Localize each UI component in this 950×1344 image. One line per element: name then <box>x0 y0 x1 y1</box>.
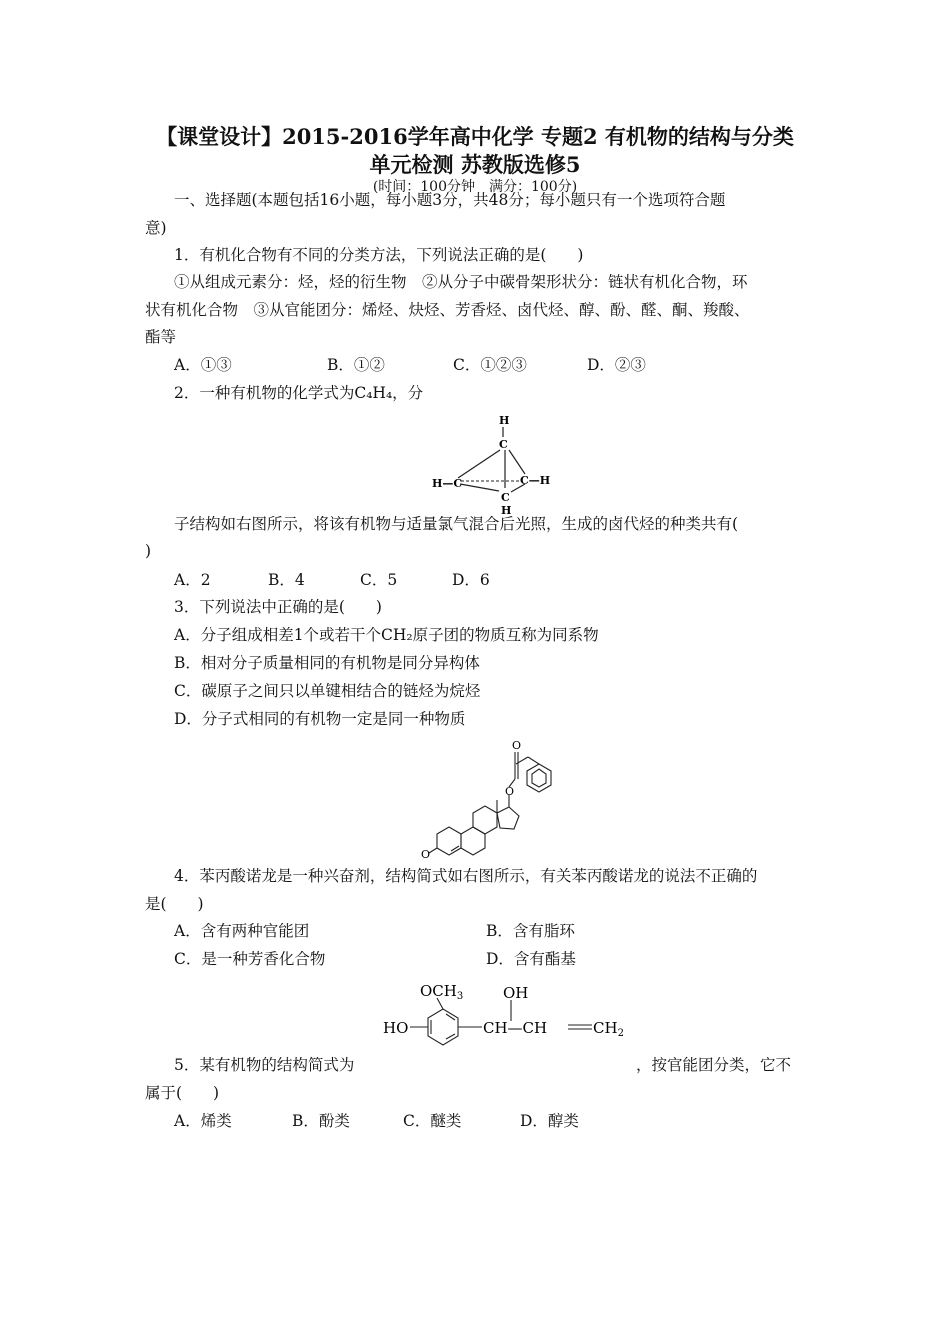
q3-option-c: C．碳原子之间只以单键相结合的链烃为烷烃 <box>174 682 481 700</box>
q1-option-c: C．①②③ <box>453 356 527 374</box>
doc-title-line1: 【课堂设计】2015-2016学年高中化学 专题2 有机物的结构与分类 <box>156 124 794 149</box>
q1-option-d: D．②③ <box>587 356 646 374</box>
q2-option-b: B．4 <box>268 571 305 589</box>
q3-stem: 3．下列说法中正确的是( ) <box>174 598 382 616</box>
q2-body-1: 子结构如右图所示，将该有机物与适量氯气混合后光照，生成的卤代烃的种类共有( <box>174 515 739 533</box>
group-ch2: $CH_2$ <box>593 1019 624 1039</box>
atom-o-ketone: O <box>421 848 431 861</box>
group-och3: $OCH_3$ <box>420 982 464 1002</box>
q2-option-d: D．6 <box>452 571 490 589</box>
q5-structure <box>380 978 630 1058</box>
q1-option-b: B．①② <box>327 356 385 374</box>
q3-option-a: A．分子组成相差1个或若干个CH₂原子团的物质互称为同系物 <box>174 626 599 644</box>
q4-option-b: B．含有脂环 <box>486 922 575 940</box>
q4-stem: 4．苯丙酸诺龙是一种兴奋剂，结构简式如右图所示，有关苯丙酸诺龙的说法不正确的 <box>174 867 758 885</box>
atom-ch-right: C—H <box>520 474 551 487</box>
atom-h-bottom: H <box>501 504 512 517</box>
q1-body-3: 酯等 <box>145 328 177 346</box>
q5-option-b: B．酚类 <box>292 1112 350 1130</box>
q2-stem: 2．一种有机物的化学式为C₄H₄，分 <box>174 384 424 402</box>
group-oh: OH <box>503 984 529 1002</box>
q4-option-d: D．含有酯基 <box>486 950 576 968</box>
q5-stem-right: ，按官能团分类，它不 <box>636 1056 792 1074</box>
q1-body-2: 状有机化合物 ③从官能团分：烯烃、炔烃、芳香烃、卤代烃、醇、酚、醛、酮、羧酸、 <box>145 301 750 319</box>
doc-subtitle: (时间：100分钟 满分：100分) <box>372 179 578 195</box>
q3-option-b: B．相对分子质量相同的有机物是同分异构体 <box>174 654 480 672</box>
q1-option-a: A．①③ <box>174 356 232 374</box>
atom-hc-left: H—C <box>432 477 463 490</box>
q5-option-c: C．醚类 <box>403 1112 462 1130</box>
q5-option-d: D．醇类 <box>520 1112 579 1130</box>
nandrolone-phenpropionate-structure <box>415 734 575 864</box>
group-ch-ch: CH—CH <box>483 1019 548 1037</box>
group-ho: HO <box>383 1019 409 1037</box>
q5-option-a: A．烯类 <box>174 1112 232 1130</box>
q5-stem-cont: 属于( ) <box>145 1084 220 1102</box>
q4-option-a: A．含有两种官能团 <box>174 922 310 940</box>
q2-option-c: C．5 <box>360 571 398 589</box>
q1-body-1: ①从组成元素分：烃，烃的衍生物 ②从分子中碳骨架形状分：链状有机化合物，环 <box>174 273 748 291</box>
q4-stem-cont: 是( ) <box>145 895 204 913</box>
tetrahedrane-structure <box>425 408 565 518</box>
q4-option-c: C．是一种芳香化合物 <box>174 950 326 968</box>
atom-c-top: C <box>499 438 508 451</box>
q2-option-a: A．2 <box>174 571 211 589</box>
q3-option-d: D．分子式相同的有机物一定是同一种物质 <box>174 710 466 728</box>
atom-c-bottom: C <box>501 491 510 504</box>
doc-title-line2: 单元检测 苏教版选修5 <box>369 152 581 177</box>
q1-stem: 1．有机化合物有不同的分类方法，下列说法正确的是( ) <box>174 246 584 264</box>
atom-h-top: H <box>499 414 510 427</box>
atom-o-carbonyl: O <box>512 739 522 752</box>
section-heading-cont: 意) <box>145 219 167 237</box>
q2-body-2: ) <box>145 542 152 560</box>
section-heading: 一、选择题(本题包括16小题，每小题3分，共48分；每小题只有一个选项符合题 <box>174 191 726 209</box>
q5-stem-left: 5．某有机物的结构简式为 <box>174 1056 355 1074</box>
atom-o-ester: O <box>505 785 515 798</box>
